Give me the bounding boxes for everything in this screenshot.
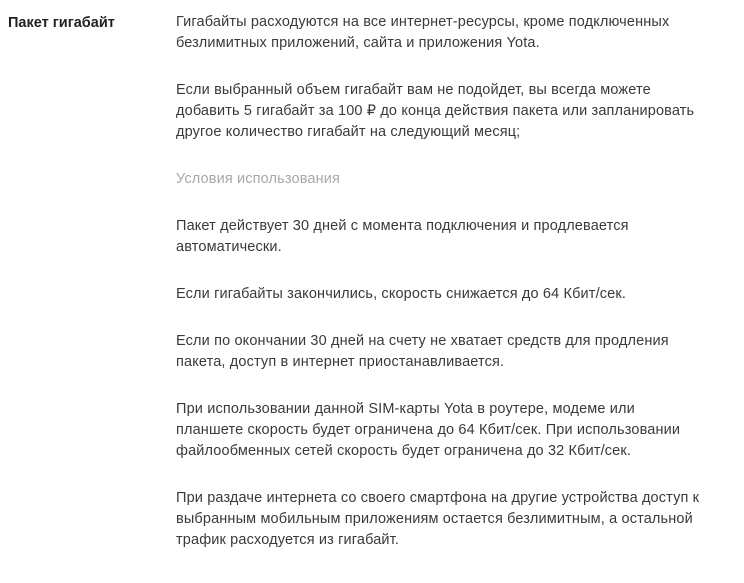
terms-of-use-heading: Условия использования [176, 171, 340, 187]
definition-row [8, 12, 724, 551]
paragraph-validity: Пакет действует 30 дней с момента подключения и продлевается автоматически. [176, 218, 629, 255]
term-description [176, 12, 706, 551]
paragraph-intro: Гигабайты расходуются на все интернет-ресурсы, кроме подключенных безлимитных приложений, сайта и приложения Yota. [176, 14, 670, 51]
paragraph-tethering: При раздаче интернета со своего смартфона на другие устройства доступ к выбранным мобильным приложениям остается безлимитным, а остальной трафик расходуется из гигабайт. [176, 490, 700, 548]
paragraph-speed-limit: Если гигабайты закончились, скорость снижается до 64 Кбит/сек. [176, 286, 627, 302]
paragraph-insufficient-funds: Если по окончании 30 дней на счету не хватает средств для продления пакета, доступ в интернет приостанавливается. [176, 333, 669, 370]
paragraph-extra-gigabytes: Если выбранный объем гигабайт вам не подойдет, вы всегда можете добавить 5 гигабайт за 100 ₽ до конца действия пакета или запланировать другое количество гигабайт на следующий месяц; [176, 82, 695, 140]
paragraph-router-usage: При использовании данной SIM-карты Yota в роутере, модеме или планшете скорость будет ограничена до 64 Кбит/сек. При использовании файлообменных сетей скорость будет ограничена до 32 Кбит/сек. [176, 401, 681, 459]
term-title: Пакет гигабайт [8, 15, 115, 31]
